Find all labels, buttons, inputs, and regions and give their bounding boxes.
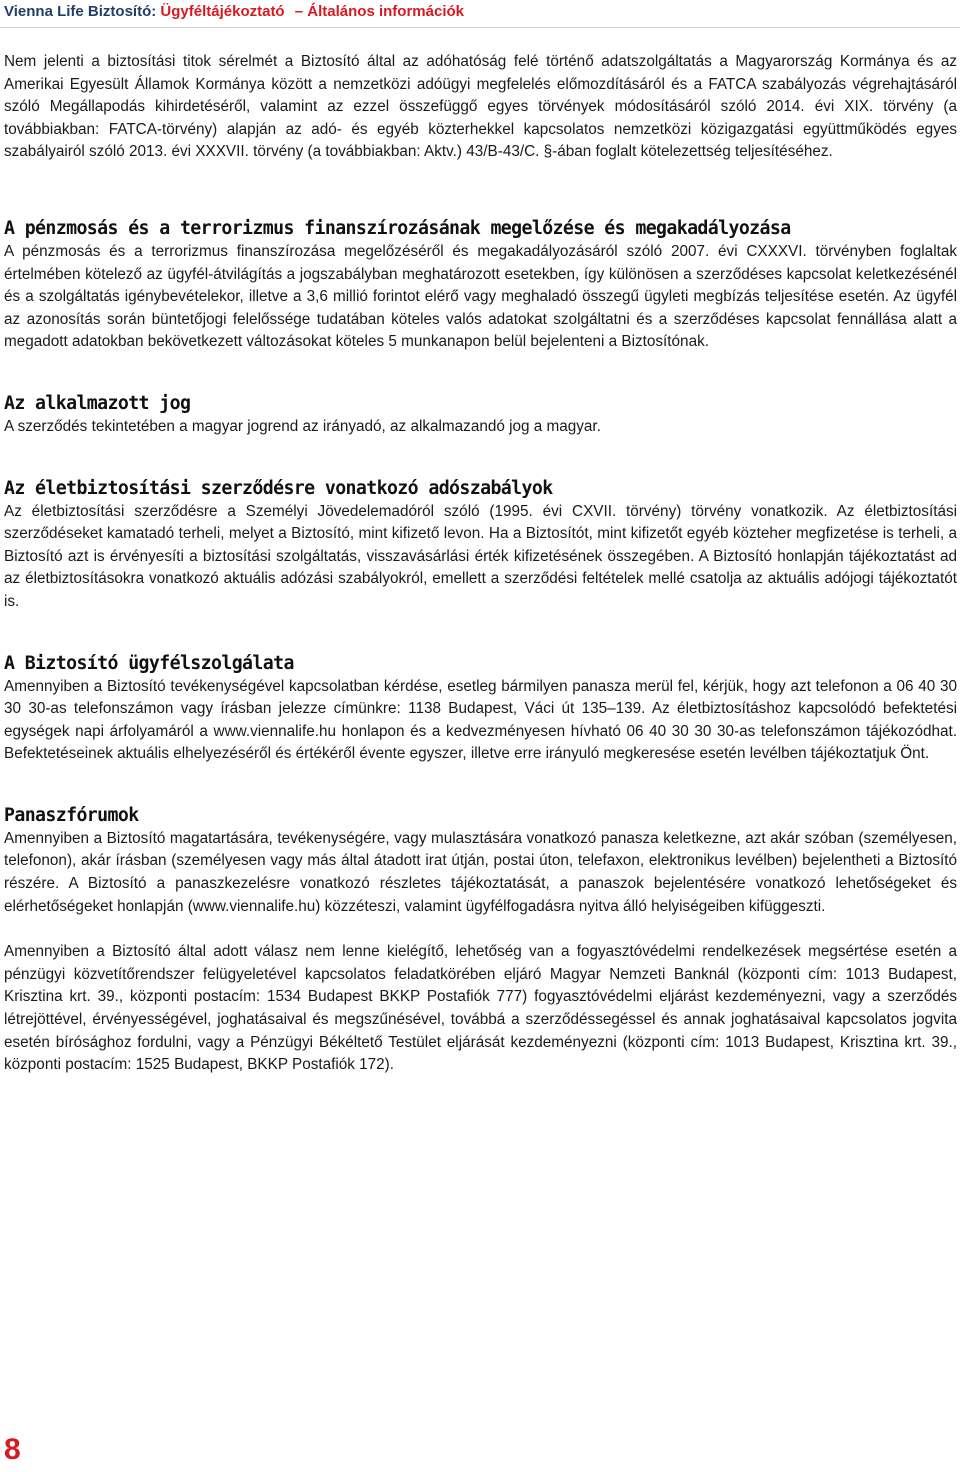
section-tax-body: Az életbiztosítási szerződésre a Személyi Jövedelemadóról szóló (1995. évi CXVII. törvény) törvény vonatkozik. Az életbiztosítási szerződéseket kamatadó terheli, melyet a Biztosító, mint kifizető levon. Ha a Biztosítót, mint kifizetőt egyéb közteher megfizetése is terheli, a Biztosító azt is érvényesíti a biztosítási szolgáltatás, visszavásárlási érték kifizetésének összegében. A Biztosító honlapján tájékoztatást ad az életbiztosításokra vonatkozó aktuális adózási szabályokról, emellett a szerződési feltételek mellé csatolja az aktuális adójogi tájékoztatót is. bbox=[4, 502, 957, 610]
section-complaints bbox=[4, 804, 957, 1077]
header-subsection: Általános információk bbox=[307, 3, 464, 20]
section-aml bbox=[4, 217, 957, 354]
section-law-title: Az alkalmazott jog bbox=[4, 392, 191, 414]
section-service bbox=[4, 652, 957, 766]
section-service-body: Amennyiben a Biztosító tevékenységével kapcsolatban kérdése, esetleg bármilyen panasza merül fel, kérjük, hogy azt telefonon a 06 40 30 30 30-as telefonszámon vagy írásban jelezze címünkre: 1138 Budapest, Váci út 135–139. Az életbiztosításhoz kapcsolódó befektetési egységek napi árfolyamáról a www.viennalife.hu honlapon és a kedvezményesen hívható 06 40 30 30 30-as telefonszámon tájékozódhat. Befektetéseinek aktuális elhelyezéséről és értékéről évente egyszer, illetve erre irányuló megkeresése esetén levélben tájékoztatjuk Önt. bbox=[4, 677, 957, 763]
section-tax-title: Az életbiztosítási szerződésre vonatkozó adószabályok bbox=[4, 477, 553, 499]
header-separator: – bbox=[294, 3, 304, 20]
intro-paragraph: Nem jelenti a biztosítási titok sérelmét a Biztosító által az adóhatóság felé történő adatszolgáltatás a Magyarország Kormánya és az Amerikai Egyesült Államok Kormánya között a nemzetközi adóügyi megfelelés előmozdításáról és a FATCA szabályozás végrehajtásáról szóló Megállapodás kihirdetéséről, valamint az ezzel összefüggő egyes törvények módosításáról szóló 2014. évi XIX. törvény (a továbbiakban: FATCA-törvény) alapján az adó- és egyéb közterhekkel kapcsolatos nemzetközi közigazgatási együttműködés egyes szabályairól szóló 2013. évi XXXVII. törvény (a továbbiakban: Aktv.) 43/B-43/C. §-ában foglalt kötelezettség teljesítéséhez. bbox=[4, 53, 957, 161]
header-brand: Vienna Life Biztosító: bbox=[4, 3, 157, 20]
section-law-body: A szerződés tekintetében a magyar jogrend az irányadó, az alkalmazandó jog a magyar. bbox=[4, 417, 601, 435]
header-section: Ügyféltájékoztató bbox=[160, 3, 285, 20]
section-aml-body: A pénzmosás és a terrorizmus finanszírozása megelőzéséről és megakadályozásáról szóló 2007. évi CXXXVI. törvényben foglaltak értelmében kötelező az ügyfél-átvilágítás a jogszabályban meghatározott esetekben, így különösen a szerződéses kapcsolat keletkezésénél és a szolgáltatás igénybevételekor, illetve a 3,6 millió forintot elérő vagy meghaladó összegű ügyleti megbízás teljesítése esetén. Az ügyfél az azonosítás során büntetőjogi felelőssége tudatában köteles valós adatokat szolgáltatni és a szerződéses kapcsolat fennállása alatt a megadott adatokban bekövetkezett változásokat köteles 5 munkanapon belül bejelenteni a Biztosítónak. bbox=[4, 242, 957, 351]
page-number: 8 bbox=[4, 1433, 21, 1466]
section-aml-title: A pénzmosás és a terrorizmus finanszírozásának megelőzése és megakadályozása bbox=[4, 217, 791, 239]
section-complaints-title: Panaszfórumok bbox=[4, 804, 139, 826]
header-divider bbox=[0, 27, 960, 28]
running-header bbox=[4, 3, 464, 20]
page-content bbox=[4, 51, 957, 1115]
section-service-title: A Biztosító ügyfélszolgálata bbox=[4, 652, 294, 674]
section-complaints-body-2: Amennyiben a Biztosító által adott válasz nem lenne kielégítő, lehetőség van a fogyasztóvédelmi rendelkezések megsértése esetén a pénzügyi közvetítőrendszer felügyeletével kapcsolatos feladatkörében eljáró Magyar Nemzeti Banknál (központi cím: 1013 Budapest, Krisztina krt. 39., központi postacím: 1534 Budapest BKKP Postafiók 777) fogyasztóvédelmi eljárást kezdeményezni, vagy a szerződés létrejöttével, érvényességével, joghatásaival és megszűnésével, továbbá a szerződéssegéssel és annak joghatásaival kapcsolatos jogvita esetén bírósághoz fordulni, vagy a Pénzügyi Békéltető Testület eljárását kezdeményezni (központi cím: 1013 Budapest, Krisztina krt. 39., központi postacím: 1525 Budapest, BKKP Postafiók 172). bbox=[4, 943, 957, 1074]
section-tax bbox=[4, 477, 957, 614]
section-complaints-body: Amennyiben a Biztosító magatartására, tevékenységére, vagy mulasztására vonatkozó panasza keletkezne, azt akár szóban (személyesen, telefonon), akár írásban (személyesen vagy más által átadott irat útján, postai úton, telefaxon, elektronikus levélben) bejelentheti a Biztosító részére. A Biztosító a panaszkezelésre vonatkozó részletes tájékoztatását, a panaszok bejelentésére vonatkozó lehetőségeket és elérhetőségeket honlapján (www.viennalife.hu) közzéteszi, valamint ügyfélfogadásra nyitva álló helyiségeiben kifüggeszti. bbox=[4, 829, 957, 915]
section-law bbox=[4, 392, 957, 439]
